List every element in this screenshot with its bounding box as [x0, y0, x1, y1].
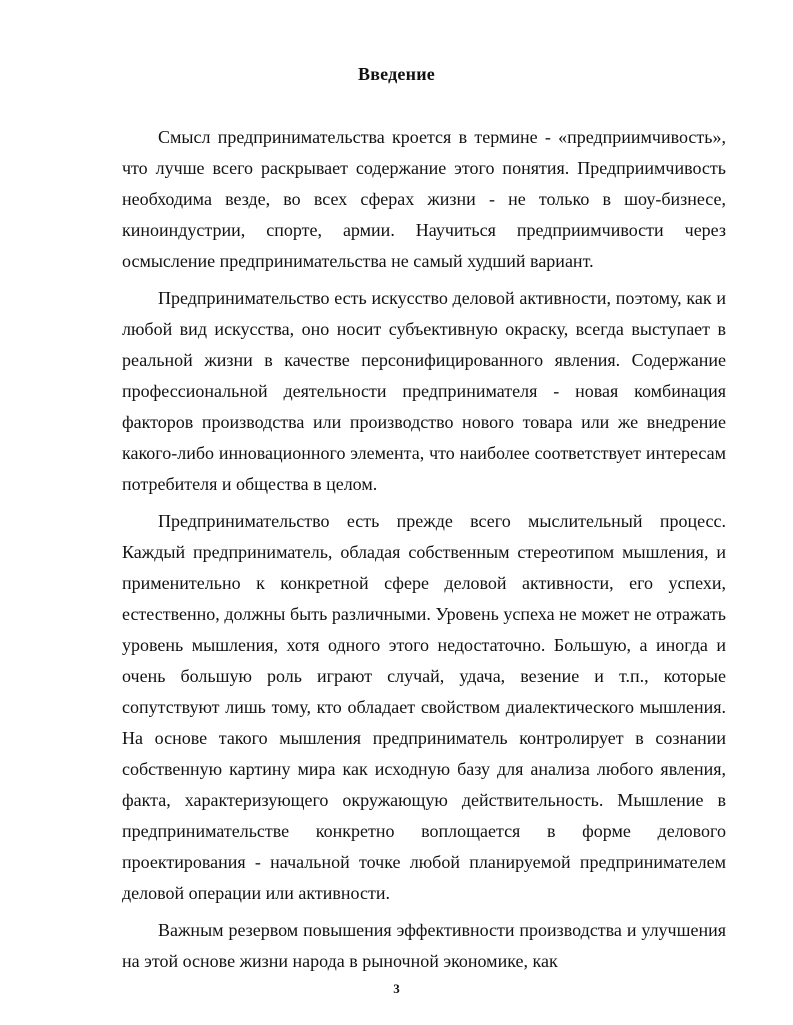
paragraph-2: Предпринимательство есть искусство деловой активности, поэтому, как и любой вид искусства, оно носит субъективную окраску, всегда выступает в реальной жизни в качестве персонифицированного явления. Содержание профессиональной деятельности предпринимателя - новая комбинация факторов производства или производство нового товара или же внедрение какого-либо инновационного элемента, что наиболее соответствует интересам потребителя и общества в целом.	[122, 288, 726, 494]
body-text	[122, 122, 726, 977]
page-number: 3	[393, 981, 400, 996]
page-title: Введение	[358, 64, 435, 84]
paragraph-1: Смысл предпринимательства кроется в термине - «предприимчивость», что лучше всего раскрывает содержание этого понятия. Предприимчивость необходима везде, во всех сферах жизни - не только в шоу-бизнесе, киноиндустрии, спорте, армии. Научиться предприимчивости через осмысление предпринимательства не самый худший вариант.	[122, 127, 726, 271]
paragraph-3: Предпринимательство есть прежде всего мыслительный процесс. Каждый предприниматель, обладая собственным стереотипом мышления, и применительно к конкретной сфере деловой активности, его успехи, естественно, должны быть различными. Уровень успеха не может не отражать уровень мышления, хотя одного этого недостаточно. Большую, а иногда и очень большую роль играют случай, удача, везение и т.п., которые сопутствуют лишь тому, кто обладает свойством диалектического мышления. На основе такого мышления предприниматель контролирует в сознании собственную картину мира как исходную базу для анализа любого явления, факта, характеризующего окружающую действительность. Мышление в предпринимательстве конкретно воплощается в форме делового проектирования - начальной точке любой планируемой предпринимателем деловой операции или активности.	[122, 511, 726, 903]
paragraph-4: Важным резервом повышения эффективности производства и улучшения на этой основе жизни народа в рыночной экономике, как	[122, 920, 726, 971]
